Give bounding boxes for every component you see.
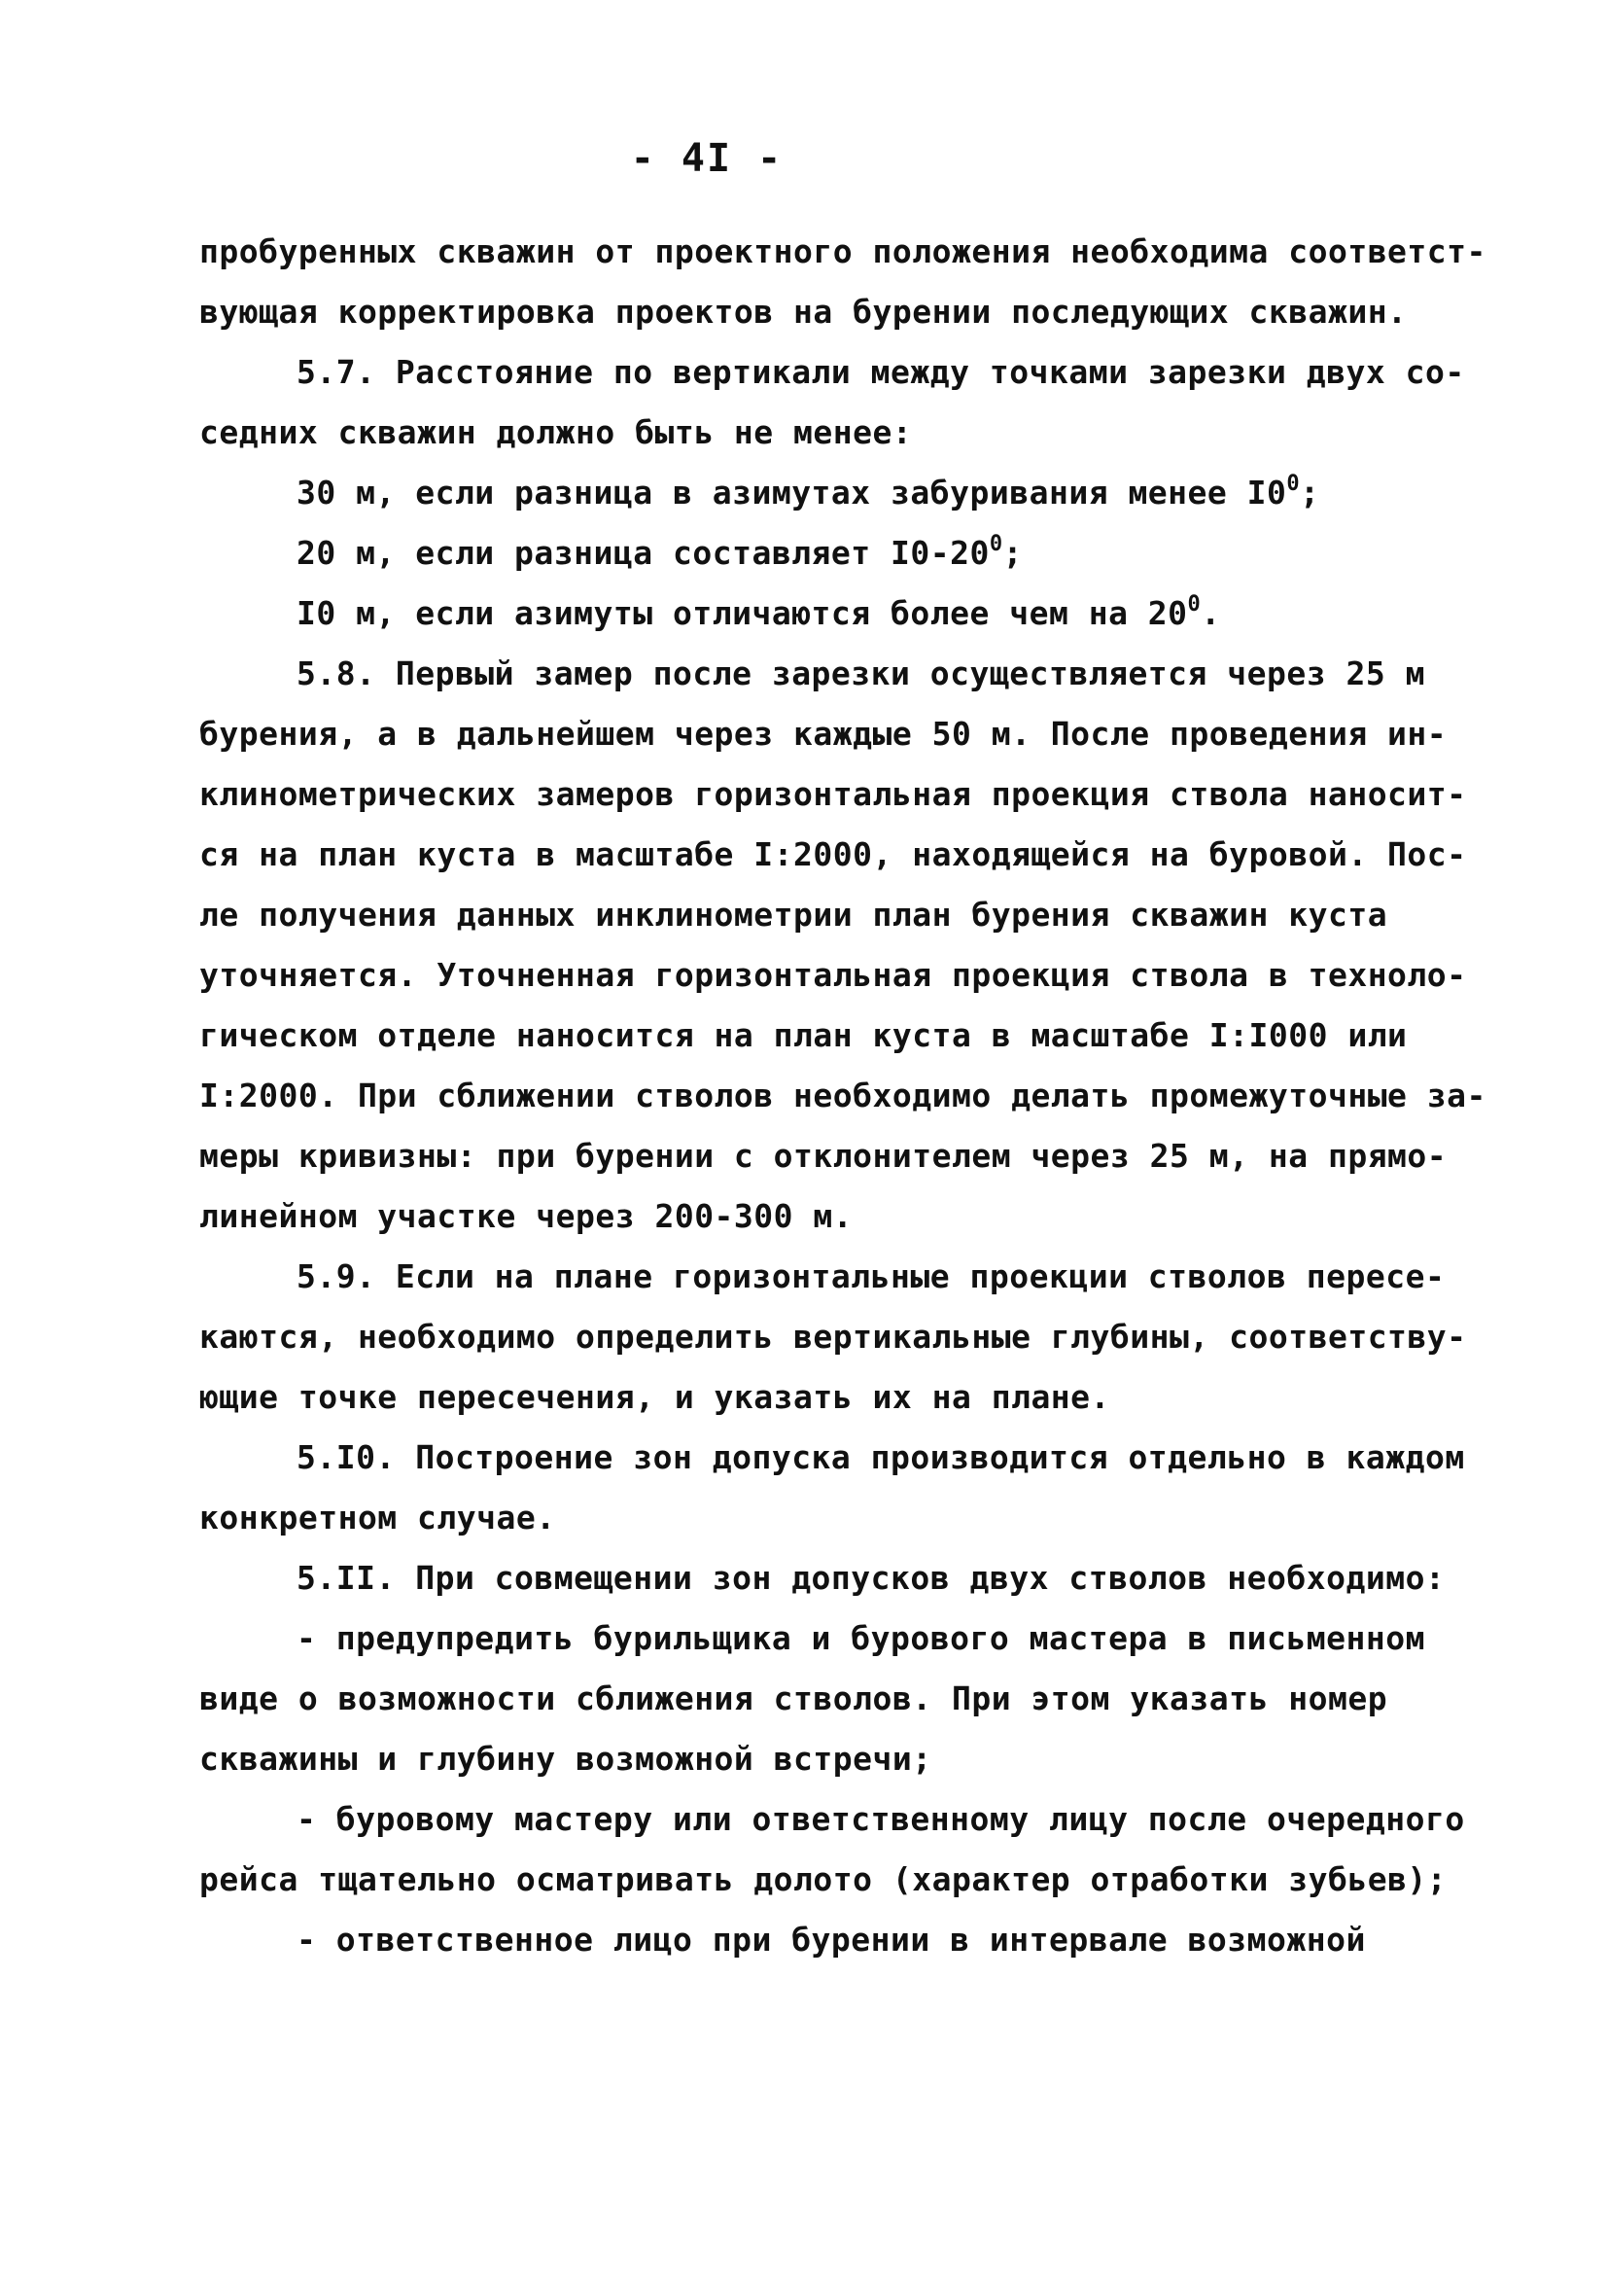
text-line-content: ющие точке пересечения, и указать их на плане.: [199, 1378, 1110, 1416]
text-line: [199, 704, 1448, 764]
text-line: [199, 1307, 1467, 1367]
text-line-content: скважины и глубину возможной встречи;: [199, 1740, 932, 1778]
text-line-content: виде о возможности сближения стволов. При этом указать номер: [199, 1679, 1388, 1717]
text-line: [199, 1669, 1415, 1729]
text-line-content: - ответственное лицо при бурении в интервале возможной: [297, 1921, 1366, 1959]
text-line-content: клинометрических замеров горизонтальная проекция ствола наносит-: [199, 775, 1467, 813]
text-line-content: конкретном случае.: [199, 1499, 556, 1537]
text-line: [199, 644, 1425, 704]
text-line-content: уточняется. Уточненная горизонтальная проекция ствола в техноло-: [199, 956, 1467, 994]
line-punctuation: .: [1201, 594, 1221, 632]
text-line: [199, 1186, 1415, 1247]
text-line: [199, 1548, 1446, 1608]
text-line: [199, 1789, 1465, 1850]
text-line: [199, 1066, 1486, 1126]
text-line: [199, 1850, 1448, 1910]
text-line: [199, 1910, 1415, 1970]
text-line: [199, 342, 1465, 403]
text-line: [199, 825, 1467, 885]
text-line: [199, 1006, 1415, 1066]
page-number: - 4I -: [630, 136, 784, 181]
text-line: [199, 1247, 1446, 1307]
text-line-content: - предупредить бурильщика и бурового мастера в письменном: [297, 1619, 1425, 1657]
text-line-content: 5.7. Расстояние по вертикали между точками зарезки двух со-: [297, 353, 1465, 391]
text-line-content: каются, необходимо определить вертикальные глубины, соответству-: [199, 1318, 1467, 1356]
degree-superscript: 0: [1286, 472, 1301, 496]
text-line: [199, 1488, 1415, 1548]
text-line: [199, 1428, 1465, 1488]
text-line: [199, 1729, 1415, 1789]
text-line: [199, 1608, 1425, 1669]
text-line-content: вующая корректировка проектов на бурении последующих скважин.: [199, 293, 1408, 331]
degree-superscript: 0: [989, 532, 1003, 556]
text-line-content: 5.II. При совмещении зон допусков двух стволов необходимо:: [297, 1559, 1446, 1597]
text-line: [199, 463, 1415, 523]
line-punctuation: ;: [1300, 474, 1320, 512]
text-line: [199, 945, 1467, 1006]
text-line: [199, 1367, 1415, 1428]
text-line-content: линейном участке через 200-300 м.: [199, 1197, 854, 1235]
text-line: [199, 222, 1486, 282]
text-line-content: гическом отделе наносится на план куста в масштабе I:I000 или: [199, 1016, 1408, 1054]
text-line-content: 5.I0. Построение зон допуска производится отдельно в каждом: [297, 1438, 1465, 1476]
text-line: [199, 523, 1415, 583]
text-line-content: пробуренных скважин от проектного положения необходима соответст-: [199, 232, 1486, 270]
text-line-content: 5.8. Первый замер после зарезки осуществляется через 25 м: [297, 654, 1425, 692]
text-line-content: меры кривизны: при бурении с отклонителем через 25 м, на прямо-: [199, 1137, 1448, 1175]
text-line-content: 30 м, если разница в азимутах забуривания менее I0: [297, 474, 1287, 512]
text-line-content: рейса тщательно осматривать долото (характер отработки зубьев);: [199, 1860, 1448, 1898]
text-line: [199, 1126, 1448, 1186]
text-line: [199, 403, 1415, 463]
text-line-content: I0 м, если азимуты отличаются более чем на 20: [297, 594, 1188, 632]
text-line-content: I:2000. При сближении стволов необходимо делать промежуточные за-: [199, 1077, 1486, 1114]
line-punctuation: ;: [1002, 534, 1023, 572]
text-line-content: 5.9. Если на плане горизонтальные проекции стволов пересе-: [297, 1257, 1446, 1295]
text-line: [199, 764, 1467, 825]
text-line: [199, 282, 1415, 342]
text-line-content: бурения, а в дальнейшем через каждые 50 м. После проведения ин-: [199, 715, 1448, 753]
text-line-content: ся на план куста в масштабе I:2000, находящейся на буровой. Пос-: [199, 835, 1467, 873]
text-line: [199, 583, 1415, 644]
body-text: [199, 222, 1486, 1970]
text-line-content: ле получения данных инклинометрии план бурения скважин куста: [199, 896, 1388, 934]
text-line-content: 20 м, если разница составляет I0-20: [297, 534, 990, 572]
text-line-content: - буровому мастеру или ответственному лицу после очередного: [297, 1800, 1465, 1838]
text-line: [199, 885, 1415, 945]
degree-superscript: 0: [1187, 592, 1202, 617]
text-line-content: седних скважин должно быть не менее:: [199, 413, 913, 451]
